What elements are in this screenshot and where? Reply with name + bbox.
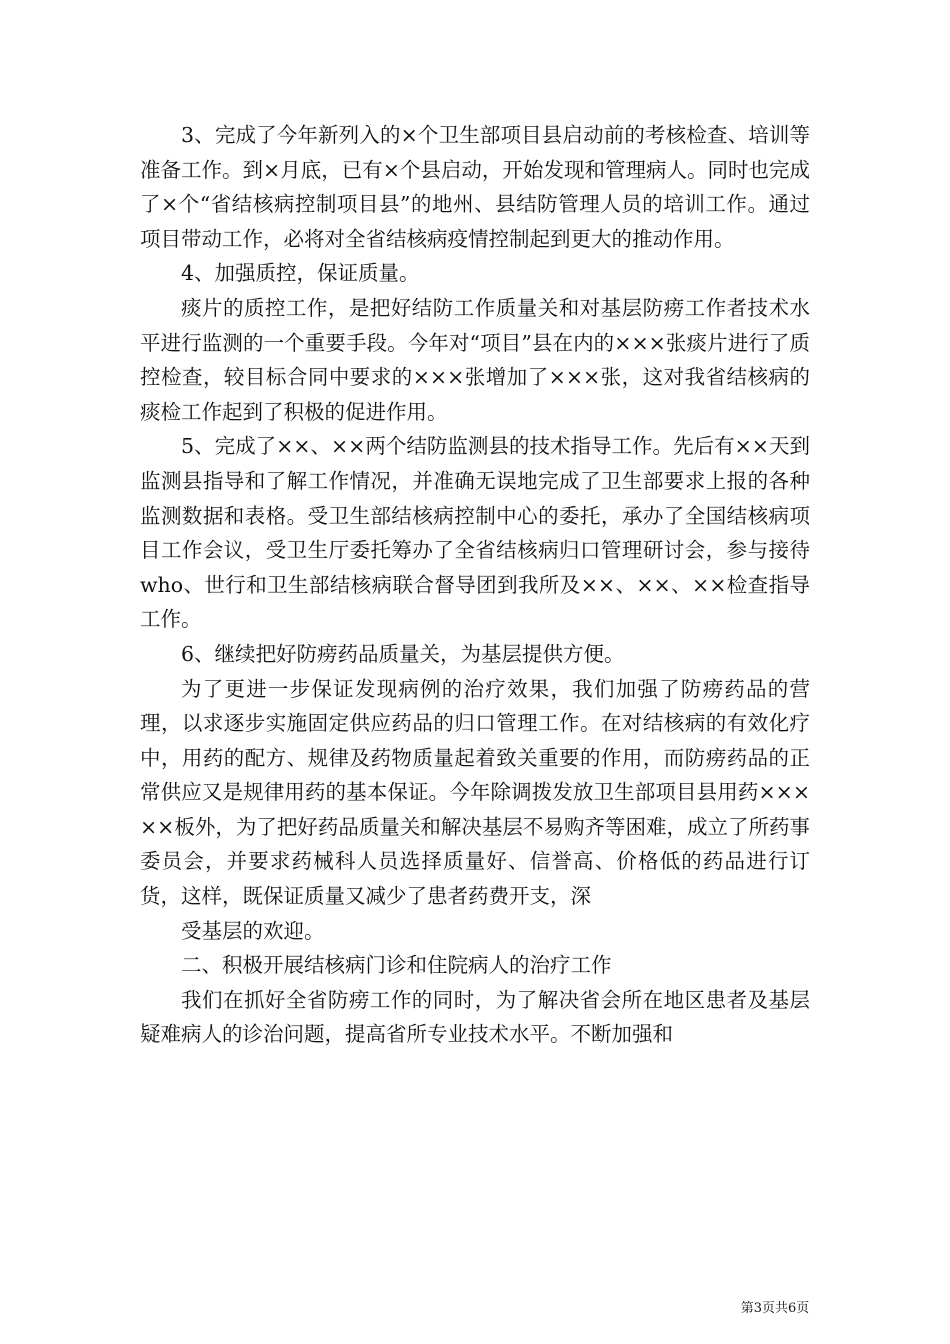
paragraph-heading-drug-quality: 6、继续把好防痨药品质量关，为基层提供方便。 — [181, 641, 625, 666]
paragraph-item-3: 3、完成了今年新列入的×个卫生部项目县启动前的考核检查、培训等准备工作。到×月底，已有×个县启动，开始发现和管理病人。同时也完成了×个“省结核病控制项目县”的地州、县结防管理人员的培训工作。通过项目带动工作，必将对全省结核病疫情控制起到更大的推动作用。 — [140, 123, 810, 251]
paragraph-welcome: 受基层的欢迎。 — [181, 918, 325, 943]
paragraph-treatment-intro: 我们在抓好全省防痨工作的同时，为了解决省会所在地区患者及基层疑难病人的诊治问题，提高省所专业技术水平。不断加强和 — [140, 987, 810, 1047]
paragraph-item-5: 5、完成了××、××两个结防监测县的技术指导工作。先后有××天到监测县指导和了解工作情况，并准确无误地完成了卫生部要求上报的各种监测数据和表格。受卫生部结核病控制中心的委托，承办了全国结核病项目工作会议，受卫生厅委托筹办了全省结核病归口管理研讨会，参与接待who、世行和卫生部结核病联合督导团到我所及××、××、××检查指导工作。 — [140, 434, 810, 632]
paragraph-sputum-quality: 痰片的质控工作，是把好结防工作质量关和对基层防痨工作者技术水平进行监测的一个重要手段。今年对“项目”县在内的×××张痰片进行了质控检查，较目标合同中要求的×××张增加了×××张，这对我省结核病的痰检工作起到了积极的促进作用。 — [140, 295, 810, 424]
section-heading-treatment: 二、积极开展结核病门诊和住院病人的治疗工作 — [181, 953, 612, 978]
paragraph-heading-quality-control: 4、加强质控，保证质量。 — [181, 261, 420, 286]
page-number-footer: 第3页共6页 — [740, 1301, 810, 1316]
document-body — [140, 118, 810, 1052]
paragraph-drug-management: 为了更进一步保证发现病例的治疗效果，我们加强了防痨药品的营理，以求逐步实施固定供应药品的归口管理工作。在对结核病的有效化疗中，用药的配方、规律及药物质量起着致关重要的作用，而防痨药品的正常供应又是规律用药的基本保证。今年除调拨发放卫生部项目县用药×××××板外，为了把好药品质量关和解决基层不易购齐等困难，成立了所药事委员会，并要求药械科人员选择质量好、信誉高、价格低的药品进行订货，这样，既保证质量又减少了患者药费开支，深 — [140, 676, 810, 909]
